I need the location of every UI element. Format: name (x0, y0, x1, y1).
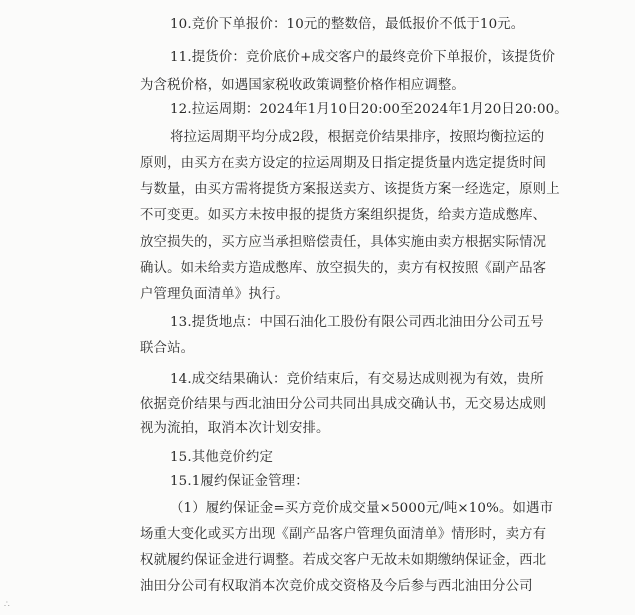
text-line: 10.竞价下单报价：10元的整数倍，最低报价不低于10元。 (170, 17, 525, 32)
text-line: 13.提货地点：中国石油化工股份有限公司西北油田分公司五号 (170, 315, 544, 330)
text-line: （1）履约保证金=买方竞价成交量×5000元/吨×10%。如遇市 (170, 501, 554, 516)
text-line: 确认。如未给卖方造成憋库、放空损失的，卖方有权按照《副产品客 (140, 261, 547, 276)
text-line: 不可变更。如买方未按申报的提货方案组织提货，给卖方造成憋库、 (140, 208, 547, 223)
text-line: 12.拉运周期：2024年1月10日20:00至2024年1月20日20:00。 (170, 102, 568, 117)
corner-mark: ∴ (4, 600, 10, 610)
text-line: 依据竞价结果与西北油田分公司共同出具成交确认书，无交易达成则 (140, 397, 547, 412)
text-line: 户管理负面清单》执行。 (140, 287, 289, 302)
text-line: 14.成交结果确认：竞价结束后，有交易达成则视为有效，贵所 (170, 372, 544, 387)
text-line: 15.1履约保证金管理： (170, 474, 309, 489)
text-line: 为含税价格，如遇国家税收政策调整价格作相应调整。 (140, 78, 465, 93)
text-line: 原则，由买方在卖方设定的拉运周期及日指定提货量内选定提货时间 (140, 156, 547, 171)
text-line: 将拉运周期平均分成2段，根据竞价结果排序，按照均衡拉运的 (170, 130, 545, 145)
text-line: 放空损失的，买方应当承担赔偿责任，具体实施由卖方根据实际情况 (140, 235, 547, 250)
text-line: 15.其他竞价约定 (170, 450, 273, 465)
text-line: 场重大变化或买方出现《副产品客户管理负面清单》情形时，卖方有 (140, 527, 547, 542)
text-line: 油田分公司有权取消本次竞价成交资格及今后参与西北油田分公司 (140, 579, 533, 594)
text-line: 与数量，由买方需将提货方案报送卖方、该提货方案一经选定，原则上 (140, 182, 560, 197)
text-line: 视为流拍，取消本次计划安排。 (140, 421, 330, 436)
text-line: 联合站。 (140, 341, 195, 356)
text-line: 权就履约保证金进行调整。若成交客户无故未如期缴纳保证金，西北 (140, 553, 547, 568)
text-line: 11.提货价：竞价底价+成交客户的最终竞价下单报价，该提货价 (170, 50, 556, 65)
